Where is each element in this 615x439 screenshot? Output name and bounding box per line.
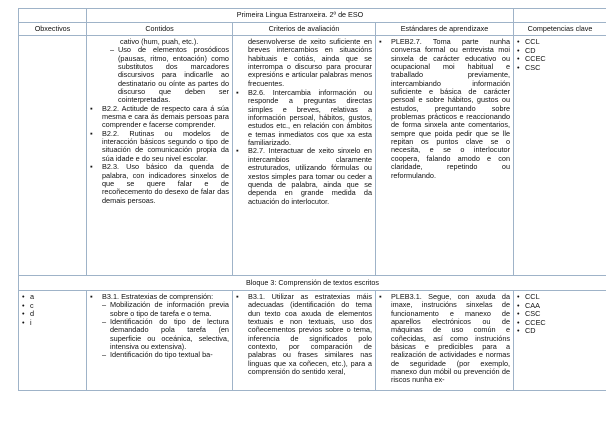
document-page xyxy=(18,8,606,413)
block2-obxectivos xyxy=(19,36,87,276)
col-header-contidos: Contidos xyxy=(87,23,233,36)
competencia-item: • CD xyxy=(517,326,536,336)
block2-contidos xyxy=(87,36,233,276)
contidos-b31: B3.1. Estratexias de comprensión: xyxy=(102,292,214,301)
bullet-icon: ▪ xyxy=(90,103,93,113)
block2-estandares xyxy=(376,36,514,276)
subject-header-row xyxy=(19,9,607,23)
block3-contidos xyxy=(87,291,233,391)
competencia-item: • CCEC xyxy=(517,54,546,64)
block2-criterios xyxy=(233,36,376,276)
contidos-b22: ▪ B2.2. Actitude de respecto cara á súa mesma e cara ás demais persoas para comprender e facerse comprender. xyxy=(90,103,229,130)
competencia-item: • CSC xyxy=(517,62,541,72)
criterios-b26: ▪ B2.6. Intercambia información ou responde a preguntas directas simples e breves, relativas a información persoal, hábitos, gustos, estudos etc., en relación con ámbitos e temas inmediatos cos que xa esta familiarizado. xyxy=(236,88,372,148)
contidos-dash-item: – Mobilización de información previa sobre o tipo de tarefa e o tema. xyxy=(102,300,229,318)
competencia-item: • CAA xyxy=(517,300,541,310)
bullet-icon: ▪ xyxy=(90,292,93,301)
criterios-b31: B3.1. Utilizar as estratexias máis adecuadas (identificación do tema dun texto coa axuda de elementos textuais e non textuais, uso dos coñecementos previos sobre o tema, inferencia de significados polo contexto, por comparación de palabras ou frases similares nas linguas que xa coñecen, etc.), para a comprensión do sentido xeral, xyxy=(248,292,372,377)
column-header-row xyxy=(19,23,607,36)
obxectivo-item: • d xyxy=(22,309,35,319)
competencia-item: • CD xyxy=(517,45,536,55)
contidos-dash-item: – Uso de elementos prosódicos (pausas, ritmo, entoación) como substitutos dos marcadores discursivos para indicarlle ao destinatario ou oínte as partes do discurso que deben ser cointerpretadas. xyxy=(110,45,229,105)
contidos-b22b: ▪ B2.2. Rutinas ou modelos de interacción básicos segundo o tipo de situación de comunicación propia da súa idade e do seu nivel escolar. xyxy=(90,128,229,163)
estandares-pleb27: PLEB2.7. Toma parte nunha conversa formal ou entrevista moi sinxela de carácter educativo ou ocupacional moi habitual e traballado previamente, intercambiando información suficiente e básica de carácter persoal e sobre hábitos, gustos ou estudos, preguntando sobre problemas prácticos e reaccionando de forma sinxela ante comentarios, sempre que poida pedir que se lle repitan os puntos clave se o necesita, e se o interlocutor coopera, falando amodo e con claridade, repetindo ou reformulando. xyxy=(391,37,511,180)
block2-competencias xyxy=(514,36,606,276)
bullet-icon: ▪ xyxy=(236,292,239,301)
criterios-continued: desenvolverse de xeito suficiente en breves intercambios en situacións habituais e cotiás, ainda que se interrompa o discurso para procurar expresións e articular palabras menos frecuentes. xyxy=(248,37,372,88)
bullet-icon: ▪ xyxy=(236,146,239,156)
bullet-icon: ▪ xyxy=(379,37,382,46)
criterios-b27: ▪ B2.7. Interactuar de xeito sinxelo en intercambios claramente estruturados, utilizando fórmulas ou xestos simples para tomar ou ceder a quenda de palabra, ainda que se dependa en grande medida da actuación do interlocutor. xyxy=(236,146,372,206)
obxectivo-item: • i xyxy=(22,317,32,327)
block3-estandares xyxy=(376,291,514,391)
curriculum-table xyxy=(18,8,606,391)
bullet-icon: ▪ xyxy=(90,162,93,172)
block3-competencias xyxy=(514,291,606,391)
block3-criterios xyxy=(233,291,376,391)
obxectivo-item: • a xyxy=(22,292,35,301)
block3-obxectivos xyxy=(19,291,87,391)
competencia-item: • CCL xyxy=(517,37,540,46)
col-header-competencias: Competencias clave xyxy=(514,23,606,36)
contidos-dash-item: – Identificación do tipo textual ba- xyxy=(102,350,213,360)
bullet-icon: ▪ xyxy=(379,292,382,301)
competencia-item: • CCL xyxy=(517,292,540,301)
block3-row xyxy=(19,291,607,391)
contidos-b23: ▪ B2.3. Uso básico da quenda de palabra, con indicadores sinxelos de que se quere falar e de recoñecemento do desexo de falar das demais persoas. xyxy=(90,162,229,205)
obxectivo-item: • c xyxy=(22,300,34,310)
competencias-list xyxy=(517,38,603,72)
contidos-dash-item: – Identificación do tipo de lectura demandado pola tarefa (en superficie ou oceánica, selectiva, intensiva ou extensiva). xyxy=(102,317,229,352)
subject-title: Primeira Lingua Estranxeira. 2º de ESO xyxy=(87,9,514,23)
col-header-obxectivos: Obxectivos xyxy=(19,23,87,36)
estandares-pleb31: PLEB3.1. Segue, con axuda da imaxe, instrucións sinxelas de funcionamento e manexo de aparellos electrónicos ou de máquinas de uso común e coñecidas, así como instrucións básicas e predicibles para a realización de actividades e normas de seguridade (por exemplo, manexo dun móbil ou prevención de riscos nunha ex- xyxy=(391,292,511,385)
bullet-icon: ▪ xyxy=(236,88,239,98)
block3-title-row xyxy=(19,276,607,291)
competencia-item: • CSC xyxy=(517,309,541,319)
bullet-icon: ▪ xyxy=(90,128,93,138)
block2-row xyxy=(19,36,607,276)
block3-title: Bloque 3: Comprensión de textos escritos xyxy=(19,276,607,291)
competencia-item: • CCEC xyxy=(517,317,546,327)
col-header-criterios: Criterios de avaliación xyxy=(233,23,376,36)
col-header-estandares: Estándares de aprendizaxe xyxy=(376,23,514,36)
contidos-continued-line: cativo (hum, puah, etc.). xyxy=(120,37,199,46)
